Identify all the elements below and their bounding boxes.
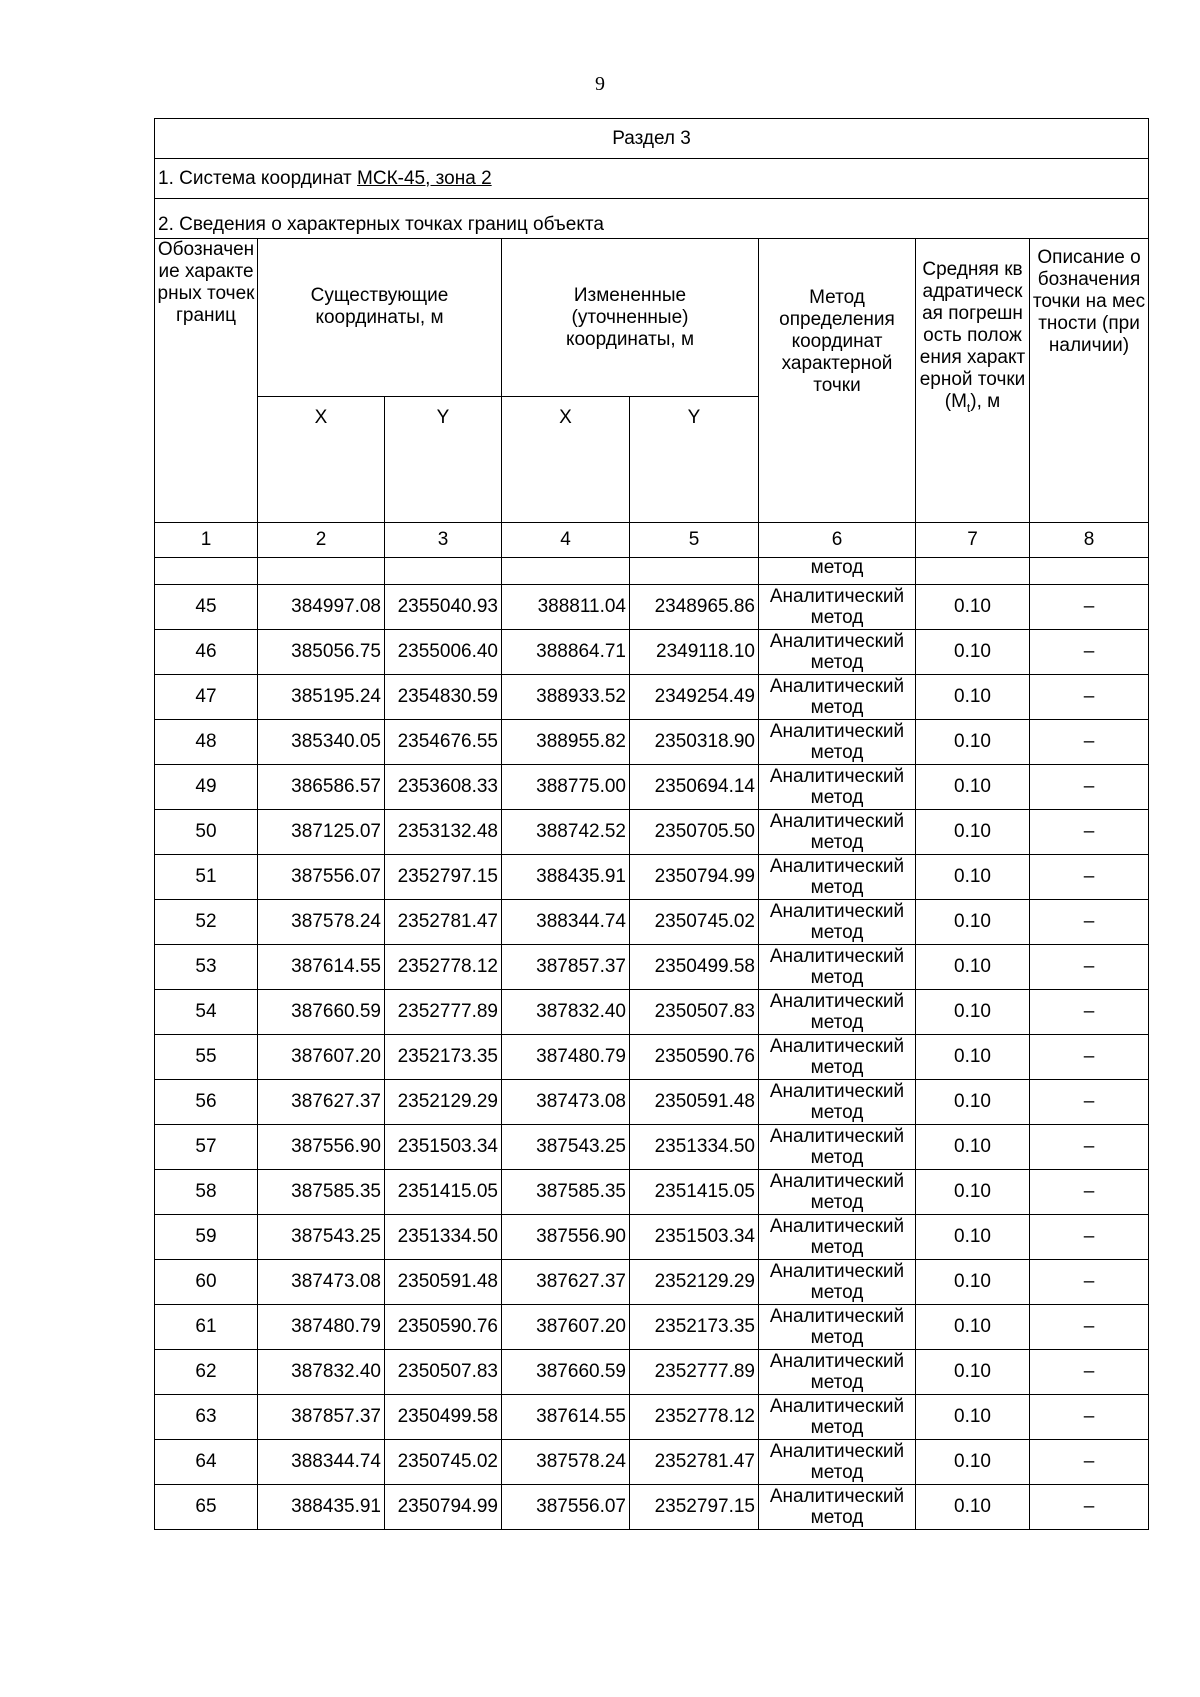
cell-changed-y: 2350794.99	[630, 855, 759, 900]
cell-existing-y: 2351334.50	[385, 1215, 502, 1260]
cell-changed-x: 387543.25	[502, 1125, 630, 1170]
cell-description: –	[1030, 630, 1149, 675]
cell-description: –	[1030, 720, 1149, 765]
cell-error: 0.10	[916, 765, 1030, 810]
table-row	[155, 1305, 1149, 1350]
cell-changed-x: 387578.24	[502, 1440, 630, 1485]
cell-existing-y: 2350499.58	[385, 1395, 502, 1440]
cell-description: –	[1030, 855, 1149, 900]
cell-description: –	[1030, 1350, 1149, 1395]
cell-point-id: 45	[155, 585, 258, 630]
cell-error: 0.10	[916, 990, 1030, 1035]
cell-changed-y: 2350318.90	[630, 720, 759, 765]
table-row	[155, 630, 1149, 675]
cell-point-id: 48	[155, 720, 258, 765]
cell-description: –	[1030, 945, 1149, 990]
cell-changed-x: 387473.08	[502, 1080, 630, 1125]
section-title: Раздел 3	[155, 119, 1149, 159]
header-row-1	[155, 239, 1149, 397]
cell-error: 0.10	[916, 945, 1030, 990]
table-row	[155, 1215, 1149, 1260]
cell-method: Аналитический метод	[759, 585, 916, 630]
header-point-designation: Обозначение характерных точек границ	[155, 239, 258, 523]
cell-existing-y: 2355006.40	[385, 630, 502, 675]
cell-error: 0.10	[916, 1080, 1030, 1125]
cell-changed-x: 388811.04	[502, 585, 630, 630]
cell-error: 0.10	[916, 1485, 1030, 1530]
table-row	[155, 720, 1149, 765]
header-existing-y: Y	[385, 397, 502, 523]
cell-existing-x: 386586.57	[258, 765, 385, 810]
cell-method: Аналитический метод	[759, 1440, 916, 1485]
coord-system-row	[155, 159, 1149, 199]
continuation-cell	[385, 558, 502, 585]
cell-description: –	[1030, 1080, 1149, 1125]
cell-method: Аналитический метод	[759, 990, 916, 1035]
cell-method: Аналитический метод	[759, 1215, 916, 1260]
cell-existing-y: 2352781.47	[385, 900, 502, 945]
cell-description: –	[1030, 900, 1149, 945]
header-changed-coords	[502, 239, 759, 397]
cell-error: 0.10	[916, 1035, 1030, 1080]
cell-description: –	[1030, 585, 1149, 630]
cell-method: Аналитический метод	[759, 1485, 916, 1530]
cell-point-id: 58	[155, 1170, 258, 1215]
cell-existing-x: 387473.08	[258, 1260, 385, 1305]
table-row	[155, 990, 1149, 1035]
cell-method: Аналитический метод	[759, 1260, 916, 1305]
cell-changed-x: 387480.79	[502, 1035, 630, 1080]
table-row	[155, 1395, 1149, 1440]
cell-existing-x: 387832.40	[258, 1350, 385, 1395]
cell-description: –	[1030, 1035, 1149, 1080]
cell-changed-y: 2350694.14	[630, 765, 759, 810]
cell-existing-x: 387627.37	[258, 1080, 385, 1125]
cell-point-id: 65	[155, 1485, 258, 1530]
cell-method: Аналитический метод	[759, 720, 916, 765]
coord-system-label: 1. Система координат	[158, 167, 358, 189]
table-row	[155, 900, 1149, 945]
points-heading-row	[155, 199, 1149, 239]
cell-changed-y: 2352778.12	[630, 1395, 759, 1440]
cell-method: Аналитический метод	[759, 1125, 916, 1170]
cell-changed-x: 388955.82	[502, 720, 630, 765]
header-method	[759, 239, 916, 523]
cell-changed-x: 387614.55	[502, 1395, 630, 1440]
cell-description: –	[1030, 810, 1149, 855]
section-row	[155, 119, 1149, 159]
cell-existing-x: 387556.07	[258, 855, 385, 900]
table-row	[155, 855, 1149, 900]
cell-changed-x: 388742.52	[502, 810, 630, 855]
cell-error: 0.10	[916, 900, 1030, 945]
column-numbers-row	[155, 523, 1149, 558]
cell-changed-x: 388344.74	[502, 900, 630, 945]
header-existing-coords	[258, 239, 502, 397]
cell-point-id: 62	[155, 1350, 258, 1395]
header-description	[1030, 239, 1149, 523]
cell-point-id: 46	[155, 630, 258, 675]
cell-error: 0.10	[916, 675, 1030, 720]
cell-description: –	[1030, 1260, 1149, 1305]
cell-error: 0.10	[916, 1260, 1030, 1305]
cell-point-id: 59	[155, 1215, 258, 1260]
cell-point-id: 50	[155, 810, 258, 855]
page-number: 9	[595, 73, 605, 95]
cell-changed-x: 387556.07	[502, 1485, 630, 1530]
cell-method: Аналитический метод	[759, 945, 916, 990]
cell-changed-x: 387585.35	[502, 1170, 630, 1215]
cell-changed-x: 388435.91	[502, 855, 630, 900]
cell-existing-x: 387543.25	[258, 1215, 385, 1260]
table-row	[155, 675, 1149, 720]
table-row	[155, 765, 1149, 810]
cell-method: Аналитический метод	[759, 765, 916, 810]
cell-changed-x: 387627.37	[502, 1260, 630, 1305]
cell-changed-y: 2351503.34	[630, 1215, 759, 1260]
cell-description: –	[1030, 1170, 1149, 1215]
header-error	[916, 239, 1030, 523]
cell-point-id: 54	[155, 990, 258, 1035]
cell-method: Аналитический метод	[759, 855, 916, 900]
cell-existing-y: 2351415.05	[385, 1170, 502, 1215]
cell-method: Аналитический метод	[759, 1035, 916, 1080]
table-row	[155, 1170, 1149, 1215]
cell-existing-x: 385340.05	[258, 720, 385, 765]
cell-description: –	[1030, 1215, 1149, 1260]
cell-existing-x: 387578.24	[258, 900, 385, 945]
cell-existing-y: 2350507.83	[385, 1350, 502, 1395]
header-existing-coords-label: Существующие координаты, м	[310, 285, 449, 328]
cell-existing-x: 387614.55	[258, 945, 385, 990]
table-row	[155, 1485, 1149, 1530]
cell-error: 0.10	[916, 1125, 1030, 1170]
cell-point-id: 47	[155, 675, 258, 720]
cell-method: Аналитический метод	[759, 810, 916, 855]
cell-description: –	[1030, 990, 1149, 1035]
cell-changed-x: 388933.52	[502, 675, 630, 720]
continuation-cell	[916, 558, 1030, 585]
cell-changed-y: 2352777.89	[630, 1350, 759, 1395]
cell-changed-x: 387832.40	[502, 990, 630, 1035]
continuation-cell	[502, 558, 630, 585]
cell-changed-y: 2350705.50	[630, 810, 759, 855]
cell-method: Аналитический метод	[759, 1305, 916, 1350]
cell-existing-y: 2355040.93	[385, 585, 502, 630]
cell-existing-x: 387480.79	[258, 1305, 385, 1350]
cell-existing-y: 2352129.29	[385, 1080, 502, 1125]
cell-existing-x: 385195.24	[258, 675, 385, 720]
continuation-cell	[1030, 558, 1149, 585]
cell-error: 0.10	[916, 1350, 1030, 1395]
cell-changed-y: 2348965.86	[630, 585, 759, 630]
cell-point-id: 49	[155, 765, 258, 810]
table-row	[155, 1080, 1149, 1125]
cell-changed-y: 2350499.58	[630, 945, 759, 990]
cell-method: Аналитический метод	[759, 1395, 916, 1440]
header-method-label: Метод определения координат характерной точки	[779, 287, 895, 396]
header-description-label: Описание обозначения точки на местности (при наличии)	[1032, 247, 1146, 356]
cell-error: 0.10	[916, 1395, 1030, 1440]
column-number: 2	[258, 523, 385, 558]
column-number: 5	[630, 523, 759, 558]
cell-changed-y: 2352781.47	[630, 1440, 759, 1485]
cell-existing-y: 2354830.59	[385, 675, 502, 720]
cell-changed-y: 2352173.35	[630, 1305, 759, 1350]
cell-point-id: 55	[155, 1035, 258, 1080]
header-changed-coords-label: Измененные (уточненные) координаты, м	[565, 285, 695, 350]
cell-changed-y: 2350507.83	[630, 990, 759, 1035]
table-row	[155, 810, 1149, 855]
table-row	[155, 1440, 1149, 1485]
table-row	[155, 945, 1149, 990]
cell-existing-y: 2354676.55	[385, 720, 502, 765]
cell-existing-y: 2353132.48	[385, 810, 502, 855]
header-error-unit: ), м	[970, 391, 1001, 412]
cell-point-id: 52	[155, 900, 258, 945]
cell-existing-y: 2352797.15	[385, 855, 502, 900]
cell-changed-x: 388864.71	[502, 630, 630, 675]
cell-existing-y: 2350591.48	[385, 1260, 502, 1305]
cell-existing-y: 2352778.12	[385, 945, 502, 990]
cell-existing-x: 384997.08	[258, 585, 385, 630]
continuation-method: метод	[759, 558, 916, 585]
cell-method: Аналитический метод	[759, 675, 916, 720]
cell-point-id: 61	[155, 1305, 258, 1350]
cell-changed-y: 2349254.49	[630, 675, 759, 720]
cell-changed-x: 387857.37	[502, 945, 630, 990]
cell-error: 0.10	[916, 855, 1030, 900]
cell-method: Аналитический метод	[759, 1080, 916, 1125]
cell-existing-x: 388435.91	[258, 1485, 385, 1530]
continuation-row	[155, 558, 1149, 585]
cell-point-id: 57	[155, 1125, 258, 1170]
header-changed-x: X	[502, 397, 630, 523]
cell-error: 0.10	[916, 810, 1030, 855]
cell-changed-y: 2352129.29	[630, 1260, 759, 1305]
cell-existing-y: 2350794.99	[385, 1485, 502, 1530]
cell-existing-x: 387857.37	[258, 1395, 385, 1440]
cell-description: –	[1030, 765, 1149, 810]
cell-changed-x: 387556.90	[502, 1215, 630, 1260]
cell-description: –	[1030, 1305, 1149, 1350]
cell-existing-x: 387556.90	[258, 1125, 385, 1170]
cell-changed-y: 2352797.15	[630, 1485, 759, 1530]
cell-point-id: 63	[155, 1395, 258, 1440]
column-number: 8	[1030, 523, 1149, 558]
cell-error: 0.10	[916, 1170, 1030, 1215]
cell-point-id: 53	[155, 945, 258, 990]
continuation-cell	[155, 558, 258, 585]
cell-description: –	[1030, 1440, 1149, 1485]
cell-point-id: 56	[155, 1080, 258, 1125]
points-heading: 2. Сведения о характерных точках границ объекта	[155, 199, 1149, 239]
table-row	[155, 1260, 1149, 1305]
coord-system-value: МСК-45, зона 2	[357, 167, 492, 189]
column-number: 3	[385, 523, 502, 558]
cell-method: Аналитический метод	[759, 900, 916, 945]
cell-changed-y: 2351334.50	[630, 1125, 759, 1170]
continuation-cell	[258, 558, 385, 585]
cell-existing-y: 2352777.89	[385, 990, 502, 1035]
cell-description: –	[1030, 1125, 1149, 1170]
column-number: 7	[916, 523, 1030, 558]
table-row	[155, 1035, 1149, 1080]
cell-method: Аналитический метод	[759, 1170, 916, 1215]
cell-description: –	[1030, 675, 1149, 720]
cell-existing-y: 2350590.76	[385, 1305, 502, 1350]
header-error-subscript: t	[966, 400, 971, 415]
cell-existing-y: 2353608.33	[385, 765, 502, 810]
cell-existing-x: 385056.75	[258, 630, 385, 675]
cell-changed-y: 2351415.05	[630, 1170, 759, 1215]
cell-description: –	[1030, 1485, 1149, 1530]
table-row	[155, 1350, 1149, 1395]
continuation-cell	[630, 558, 759, 585]
column-number: 6	[759, 523, 916, 558]
cell-existing-y: 2350745.02	[385, 1440, 502, 1485]
cell-method: Аналитический метод	[759, 1350, 916, 1395]
cell-point-id: 64	[155, 1440, 258, 1485]
cell-error: 0.10	[916, 1215, 1030, 1260]
cell-changed-y: 2350745.02	[630, 900, 759, 945]
cell-point-id: 51	[155, 855, 258, 900]
cell-existing-x: 387607.20	[258, 1035, 385, 1080]
cell-changed-x: 387607.20	[502, 1305, 630, 1350]
coord-system-cell	[155, 159, 1149, 199]
cell-error: 0.10	[916, 720, 1030, 765]
coordinates-table	[154, 118, 1149, 1530]
cell-existing-x: 387660.59	[258, 990, 385, 1035]
cell-existing-y: 2352173.35	[385, 1035, 502, 1080]
cell-changed-y: 2349118.10	[630, 630, 759, 675]
cell-error: 0.10	[916, 630, 1030, 675]
cell-existing-x: 388344.74	[258, 1440, 385, 1485]
header-existing-x: X	[258, 397, 385, 523]
cell-error: 0.10	[916, 585, 1030, 630]
header-changed-y: Y	[630, 397, 759, 523]
cell-point-id: 60	[155, 1260, 258, 1305]
cell-changed-x: 388775.00	[502, 765, 630, 810]
table-row	[155, 1125, 1149, 1170]
column-number: 4	[502, 523, 630, 558]
cell-changed-x: 387660.59	[502, 1350, 630, 1395]
cell-description: –	[1030, 1395, 1149, 1440]
cell-error: 0.10	[916, 1440, 1030, 1485]
cell-existing-y: 2351503.34	[385, 1125, 502, 1170]
column-number: 1	[155, 523, 258, 558]
cell-existing-x: 387125.07	[258, 810, 385, 855]
cell-error: 0.10	[916, 1305, 1030, 1350]
cell-changed-y: 2350590.76	[630, 1035, 759, 1080]
header-error-label: Средняя квадратическая погрешность положения характерной точки (M	[919, 259, 1026, 412]
cell-changed-y: 2350591.48	[630, 1080, 759, 1125]
cell-method: Аналитический метод	[759, 630, 916, 675]
cell-existing-x: 387585.35	[258, 1170, 385, 1215]
table-row	[155, 585, 1149, 630]
